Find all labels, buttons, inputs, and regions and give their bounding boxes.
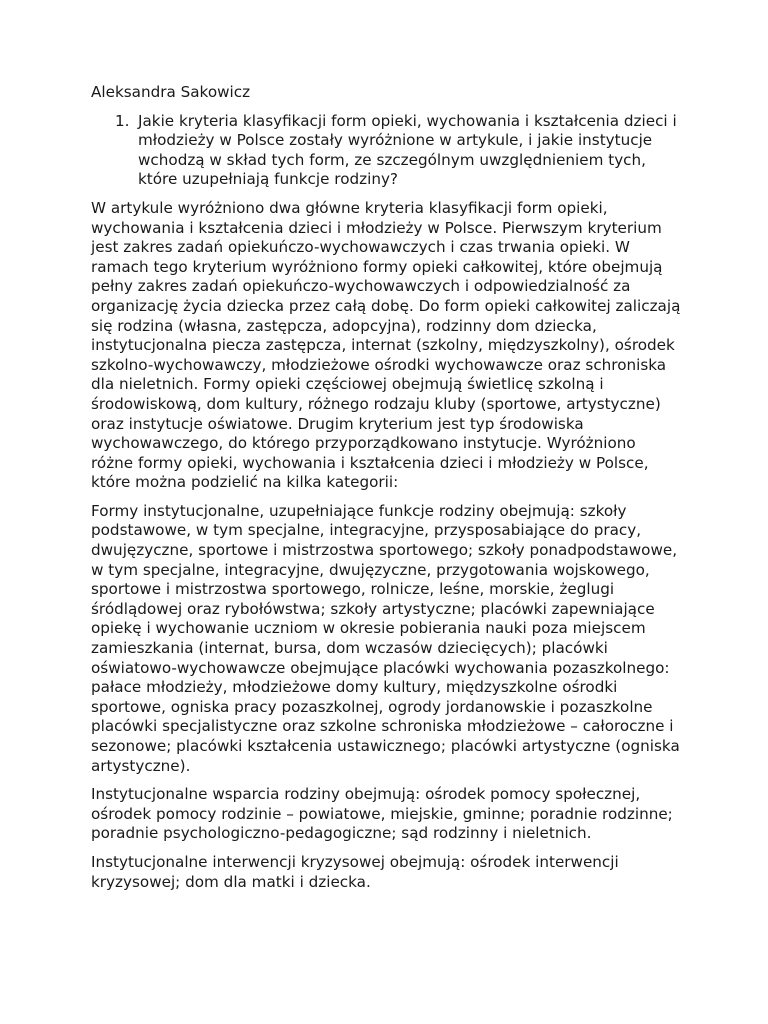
paragraph-institutional-forms: Formy instytucjonalne, uzupełniające funkcje rodziny obejmują: szkoły podstawowe, w tym specjalne, integracyjne, przysposabiające do pracy, dwujęzyczne, sportowe i mistrzostwa sportowego; szkoły ponadpodstawowe, w tym specjalne, integracyjne, dwujęzyczne, przygotowania wojskowego, sportowe i mistrzostwa sportowego, rolnicze, leśne, morskie, żeglugi śródlądowej oraz rybołówstwa; szkoły artystyczne; placówki zapewniające opiekę i wychowanie uczniom w okresie pobierania nauki poza miejscem zamieszkania (internat, bursa, dom wczasów dziecięcych); placówki oświatowo-wychowawcze obejmujące placówki wychowania pozaszkolnego: pałace młodzieży, młodzieżowe domy kultury, międzyszkolne ośrodki sportowe, ogniska pracy pozaszkolnej, ogrody jordanowskie i pozaszkolne placówki specjalistyczne oraz szkolne schroniska młodzieżowe – całoroczne i sezonowe; placówki kształcenia ustawicznego; placówki artystyczne (ogniska artystyczne). [91, 501, 680, 775]
numbered-question [91, 112, 681, 190]
paragraph-criteria: W artykule wyróżniono dwa główne kryteria klasyfikacji form opieki, wychowania i kształcenia dzieci i młodzieży w Polsce. Pierwszym kryterium jest zakres zadań opiekuńczo-wychowawczych i czas trwania opieki. W ramach tego kryterium wyróżniono formy opieki całkowitej, które obejmują pełny zakres zadań opiekuńczo-wychowawczych i odpowiedzialność za organizację życia dziecka przez całą dobę. Do form opieki całkowitej zaliczają się rodzina (własna, zastępcza, adopcyjna), rodzinny dom dziecka, instytucjonalna piecza zastępcza, internat (szkolny, międzyszkolny), ośrodek szkolno-wychowawczy, młodzieżowe ośrodki wychowawcze oraz schroniska dla nieletnich. Formy opieki częściowej obejmują świetlicę szkolną i środowiskową, dom kultury, różnego rodzaju kluby (sportowe, artystyczne) oraz instytucje oświatowe. Drugim kryterium jest typ środowiska wychowawczego, do którego przyporządkowano instytucje. Wyróżniono różne formy opieki, wychowania i kształcenia dzieci i młodzieży w Polsce, które można podzielić na kilka kategorii: [91, 198, 681, 492]
author-name: Aleksandra Sakowicz [91, 83, 251, 101]
document-body [91, 83, 681, 901]
question-text: Jakie kryteria klasyfikacji form opieki, wychowania i kształcenia dzieci i młodzieży w Polsce zostały wyróżnione w artykule, i jakie instytucje wchodzą w skład tych form, ze szczególnym uwzględnieniem tych, które uzupełniają funkcje rodziny? [138, 111, 677, 189]
paragraph-family-support: Instytucjonalne wsparcia rodziny obejmują: ośrodek pomocy społecznej, ośrodek pomocy rodzinie – powiatowe, miejskie, gminne; poradnie rodzinne; poradnie psychologiczno-pedagogiczne; sąd rodzinny i nieletnich. [91, 785, 673, 843]
question-number: 1. [115, 111, 130, 130]
paragraph-crisis-intervention: Instytucjonalne interwencji kryzysowej obejmują: ośrodek interwencji kryzysowej; dom dla matki i dziecka. [91, 852, 619, 891]
